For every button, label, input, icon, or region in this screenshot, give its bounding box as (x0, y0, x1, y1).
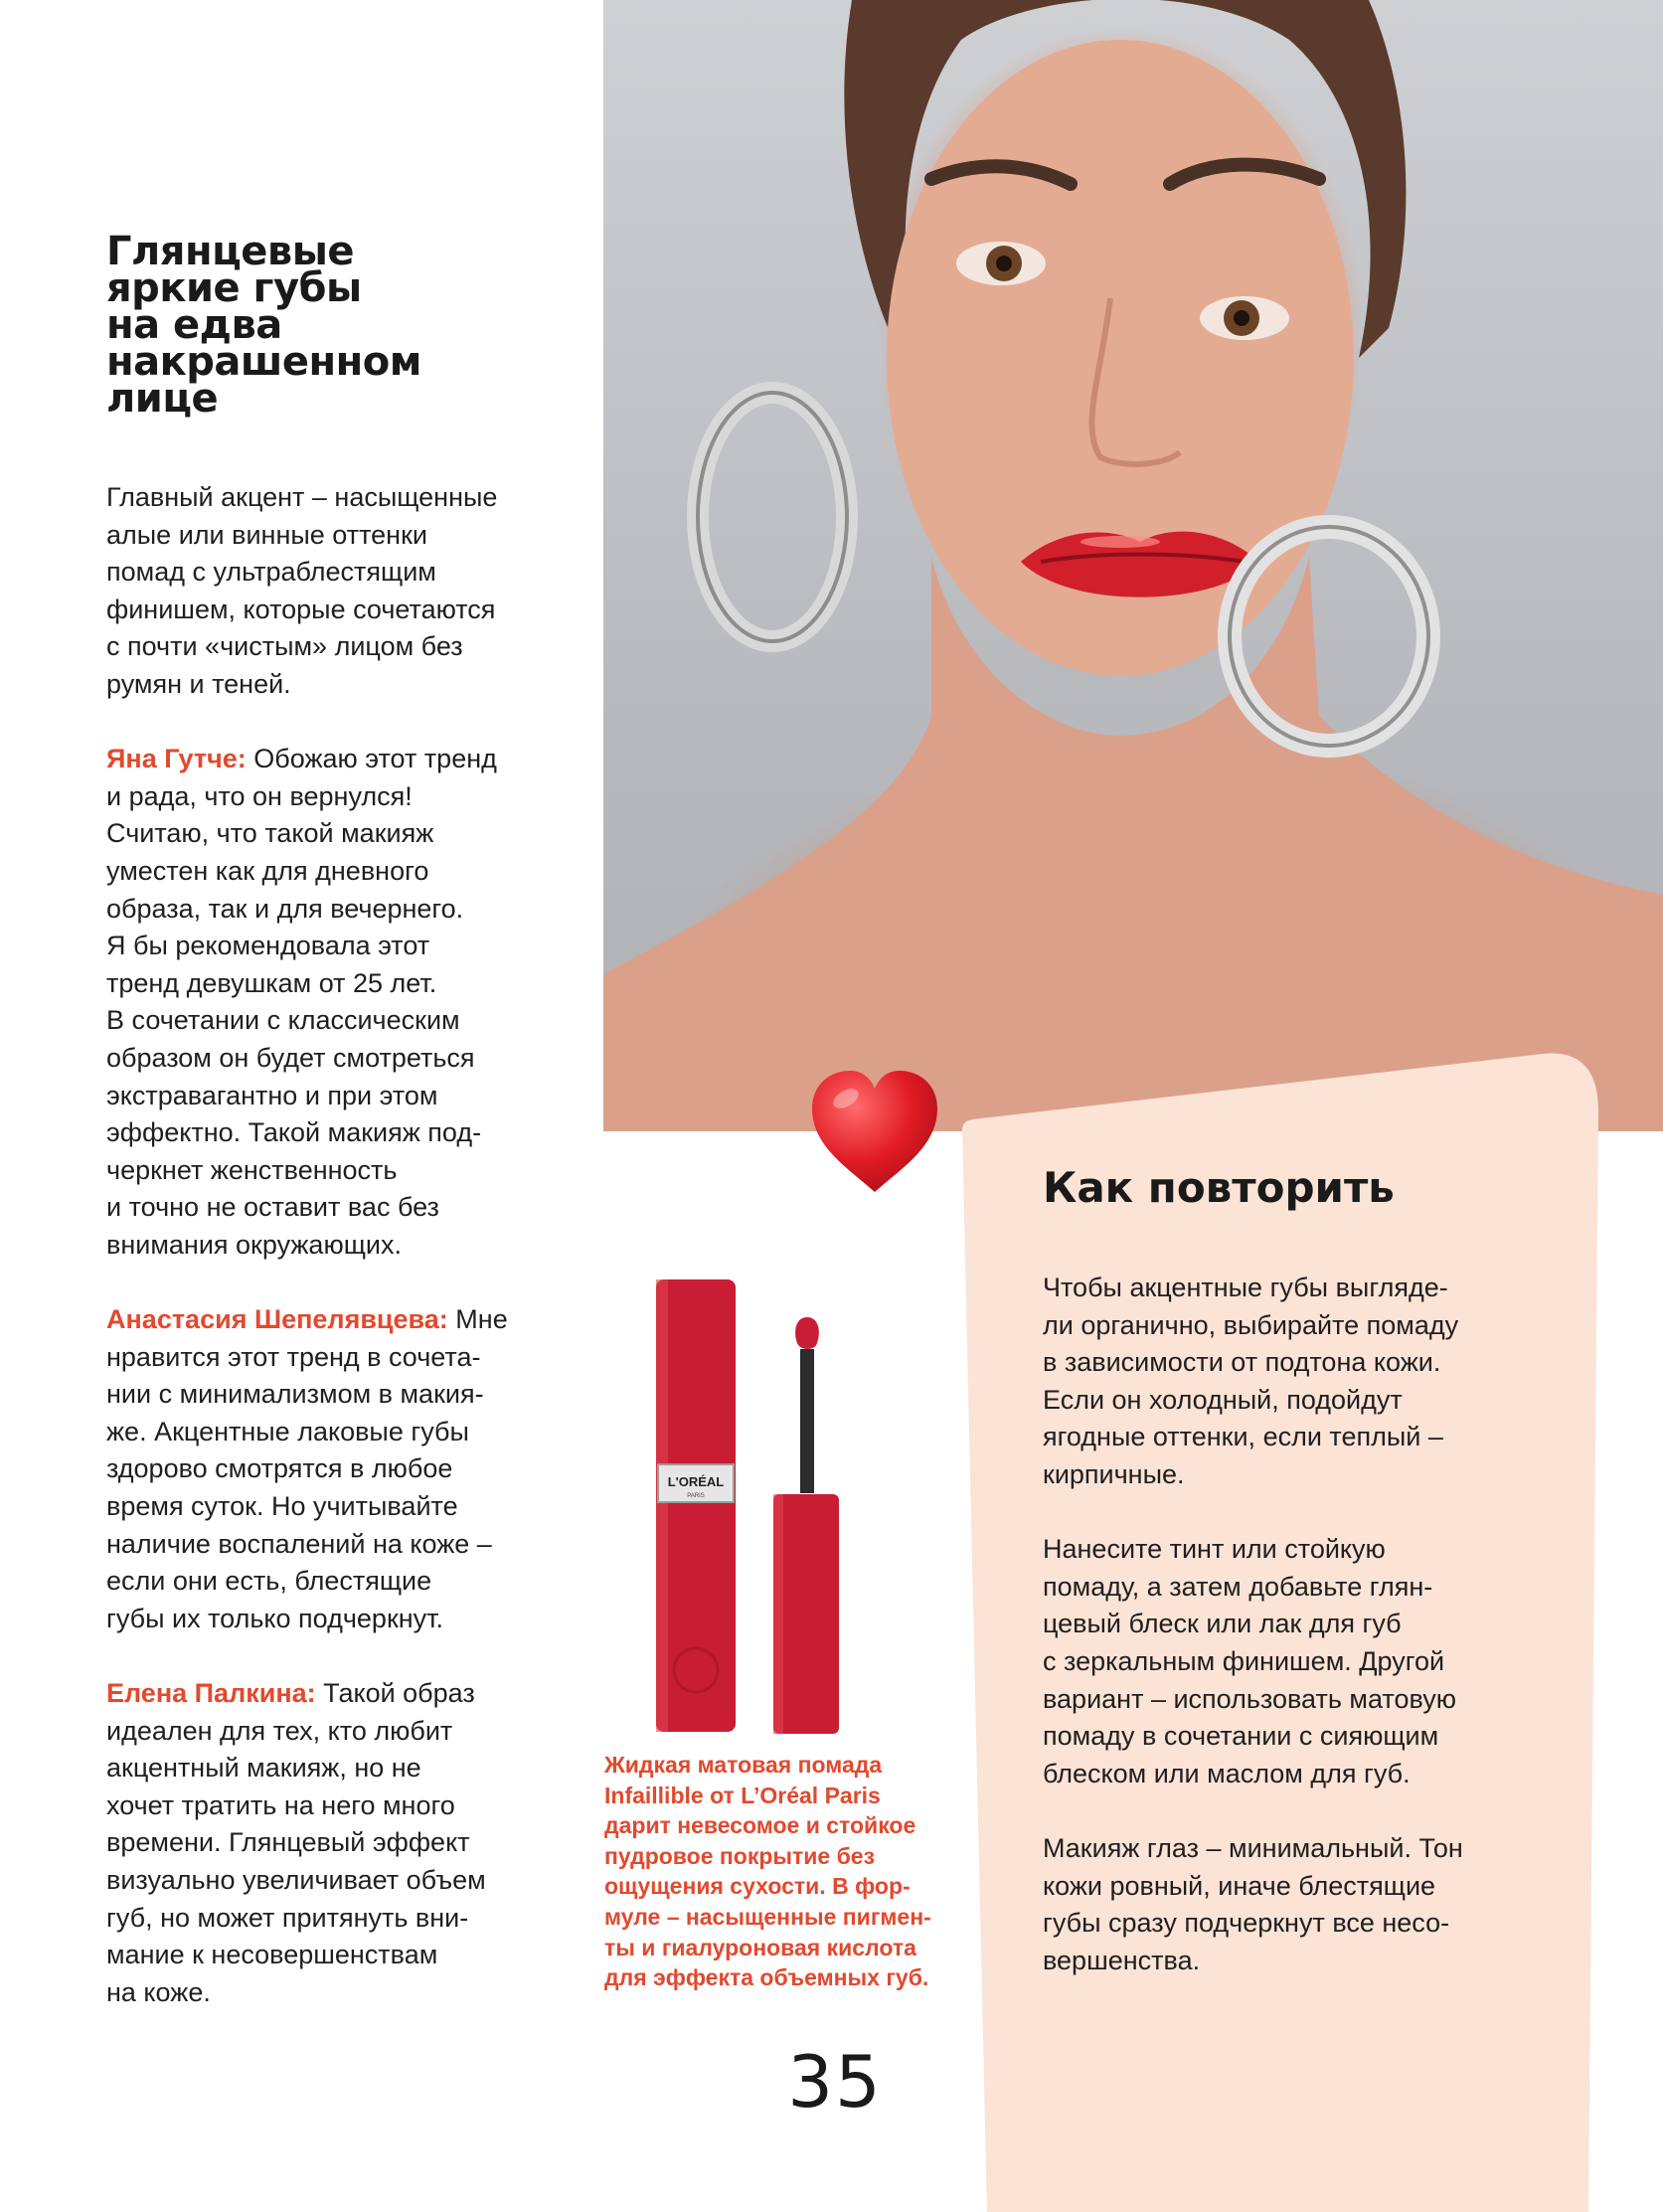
quote-author: Яна Гутче: (106, 744, 247, 774)
quote-text: Мне нравится этот тренд в сочета- нии с минимализмом в макия- же. Акцентные лаковые губы здорово смотрятся в любое время суток. Но учитывайте наличие воспалений на коже – если они есть, блестящие губы их только подчеркнут. (106, 1304, 508, 1633)
model-photo (603, 0, 1663, 1131)
quote-author: Елена Палкина: (106, 1678, 316, 1708)
page-number: 35 (787, 2040, 883, 2124)
quote-paragraph (106, 741, 544, 1264)
howto-title: Как повторить (1043, 1163, 1395, 1212)
product-caption: Жидкая матовая помада Infaillible от L’Oréal Paris дарит невесомое и стойкое пудровое покрытие без ощущения сухости. В фор- муле – насыщенные пигмен- ты и гиалуроновая кислота для эффекта объемных губ. (604, 1752, 931, 1991)
lipstick-product-image (646, 1277, 845, 1740)
article-headline: Глянцевые яркие губы на едва накрашенном лице (106, 229, 421, 422)
quote-paragraph (106, 1301, 544, 1637)
quote-text: Обожаю этот тренд и рада, что он вернулся! Считаю, что такой макияж уместен как для дневного образа, так и для вечернего. Я бы рекомендовала этот тренд девушкам от 25 лет. В сочетании с классическим образом он будет смотреться экстравагантно и при этом эффектно. Такой макияж под- черкнет женственность и точно не оставит вас без внимания окружающих. (106, 744, 497, 1260)
model-portrait-illustration (603, 0, 1663, 1131)
quote-author: Анастасия Шепелявцева: (106, 1304, 448, 1335)
brand-sublabel: PARIS (687, 1493, 705, 1499)
intro-paragraph: Главный акцент – насыщенные алые или винные оттенки помад с ультраблестящим финишем, которые сочетаются с почти «чистым» лицом без румян и теней. (106, 482, 498, 699)
quote-text: Такой образ идеален для тех, кто любит акцентный макияж, но не хочет тратить на него много времени. Глянцевый эффект визуально увеличивает объем губ, но может притянуть вни- мание к несовершенствам на коже. (106, 1678, 486, 2007)
left-column (106, 229, 544, 2049)
howto-section (1043, 1163, 1510, 2017)
quote-paragraph (106, 1675, 544, 2011)
brand-label: L'ORÉAL (667, 1474, 725, 1489)
heart-icon (808, 1069, 941, 1196)
howto-paragraph: Нанесите тинт или стойкую помаду, а затем добавьте глян- цевый блеск или лак для губ с зеркальным финишем. Другой вариант – использовать матовую помаду в сочетании с сияющим блеском или маслом для губ. (1043, 1534, 1456, 1788)
howto-paragraph: Макияж глаз – минимальный. Тон кожи ровный, иначе блестящие губы сразу подчеркнут все несо- вершенства. (1043, 1832, 1463, 1975)
howto-paragraph: Чтобы акцентные губы выгляде- ли органично, выбирайте помаду в зависимости от подтона кожи. Если он холодный, подойдут ягодные оттенки, если теплый – кирпичные. (1043, 1273, 1459, 1489)
